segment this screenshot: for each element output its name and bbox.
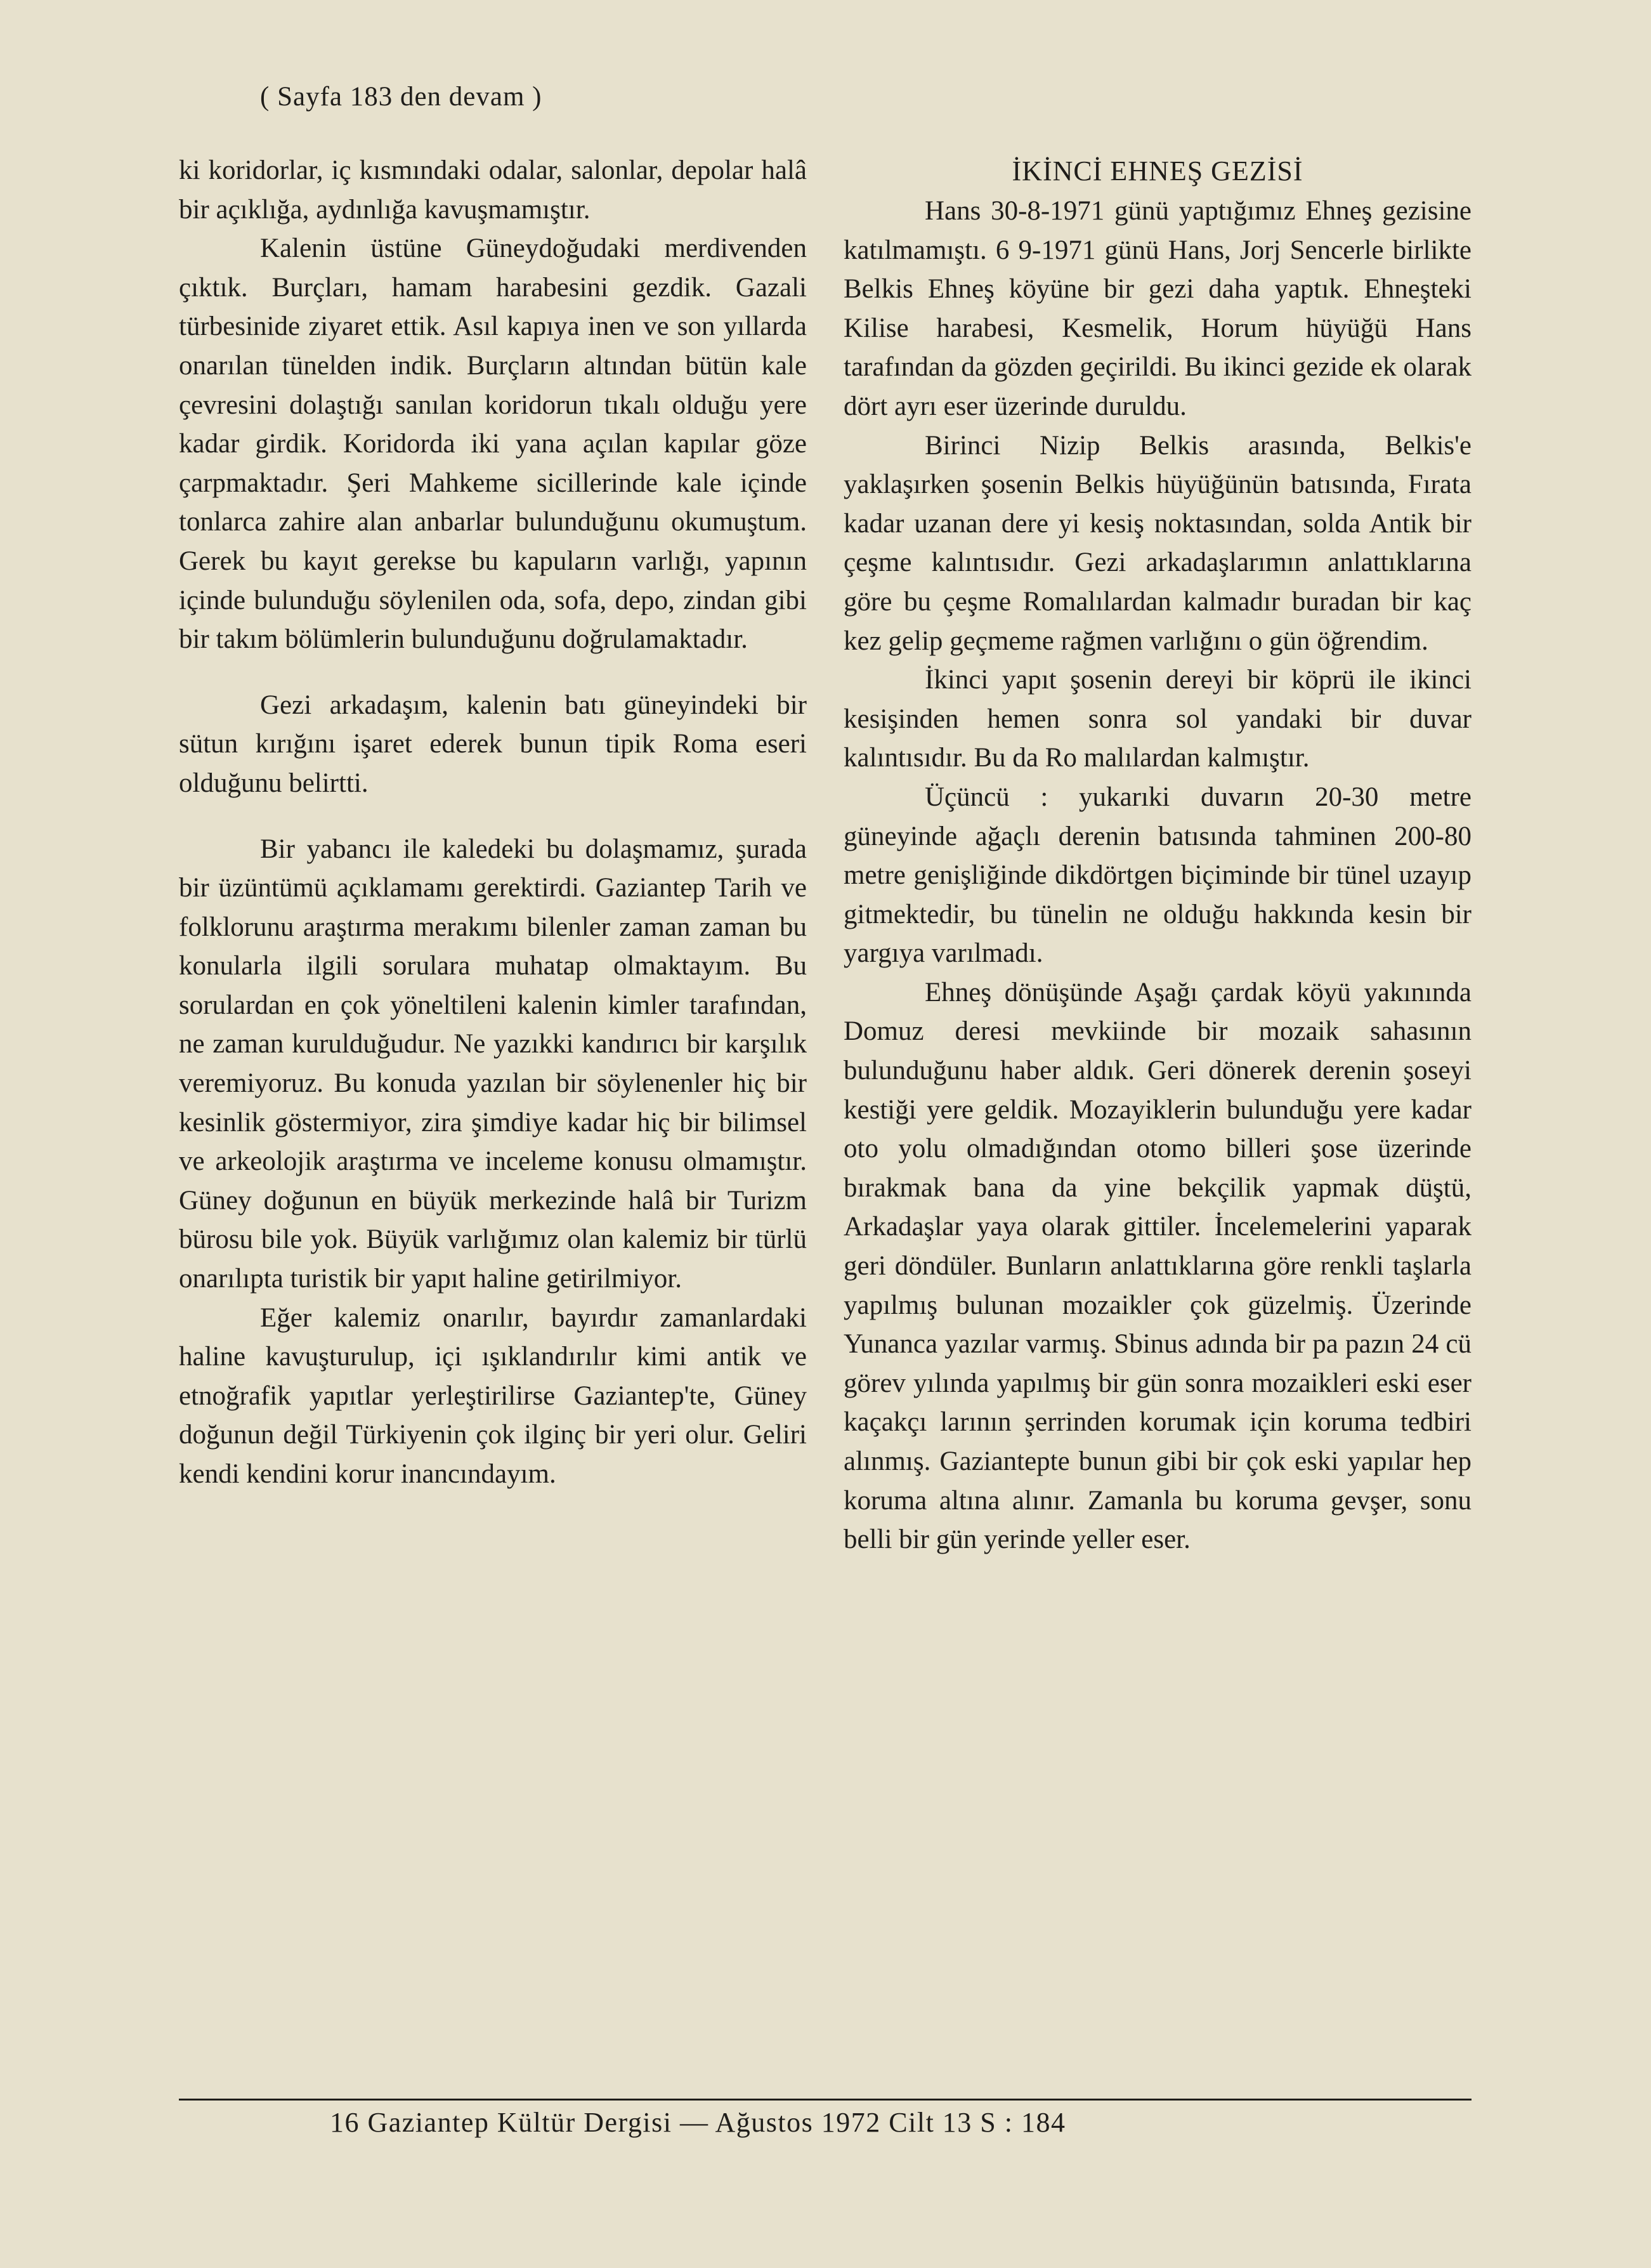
right-paragraph-2: Birinci Nizip Belkis arasında, Belkis'e yaklaşırken şosenin Belkis hüyüğünün batısında, Fırata kadar uzanan dere yi kesiş noktasından, solda Antik bir çeşme kalıntısıdır. Gezi arkadaşlarımın anlattıklarına göre bu çeşme Romalılardan kalmadır buradan bir kaç kez gelip geçmeme rağmen varlığını o gün öğrendim. <box>844 430 1472 656</box>
right-column <box>844 151 1472 1559</box>
left-paragraph-1: ki koridorlar, iç kısmındaki odalar, salonlar, depolar halâ bir açıklığa, aydınlığa kavuşmamıştır. <box>179 155 807 225</box>
right-paragraph-3: İkinci yapıt şosenin dereyi bir köprü ile ikinci kesişinden hemen sonra sol yandaki bir duvar kalıntısıdır. Bu da Ro malılardan kalmıştır. <box>844 665 1472 773</box>
section-heading: İKİNCİ EHNEŞ GEZİSİ <box>1012 155 1303 187</box>
left-column <box>179 151 807 1494</box>
left-paragraph-2: Kalenin üstüne Güneydoğudaki merdivenden çıktık. Burçları, hamam harabesini gezdik. Gazali türbesinide ziyaret ettik. Asıl kapıya inen ve son yıllarda onarılan tünelden indik. Burçların altından bütün kale çevresini dolaştığı sanılan koridorun tıkalı olduğu yere kadar girdik. Koridorda iki yana açılan kapılar göze çarpmaktadır. Şeri Mahkeme sicillerinde kale içinde tonlarca zahire alan anbarlar bulunduğunu okumuştum. Gerek bu kayıt gerekse bu kapuların varlığı, yapının içinde bulunduğu söylenilen oda, sofa, depo, zindan gibi bir takım bölümlerin bulunduğunu doğrulamaktadır. <box>179 233 807 655</box>
continuation-note: ( Sayfa 183 den devam ) <box>260 82 542 112</box>
right-paragraph-5: Ehneş dönüşünde Aşağı çardak köyü yakınında Domuz deresi mevkiinde bir mozaik sahasının bulunduğunu haber aldık. Geri dönerek derenin şoseyi kestiği yere geldik. Mozayiklerin bulunduğu yere kadar oto yolu olmadığından otomo billeri şose üzerinde bırakmak bana da yine bekçilik yapmak düştü, Arkadaşlar yaya olarak gittiler. İncelemelerini yaparak geri döndüler. Bunların anlattıklarına göre renkli taşlarla yapılmış bulunan mozaikler çok güzelmiş. Üzerinde Yunanca yazılar varmış. Sbinus adında bir pa pazın 24 cü görev yılında yapılmış bir gün sonra mozaikleri eski eser kaçakçı larının şerrinden korumak için koruma tedbiri alınmış. Gaziantepte bunun gibi bir çok eski yapılar hep koruma altına alınır. Zamanla bu koruma gevşer, sonu belli bir gün yerinde yeller eser. <box>844 977 1472 1555</box>
page-footer: 16 Gaziantep Kültür Dergisi — Ağustos 1972 Cilt 13 S : 184 <box>330 2107 1066 2138</box>
footer-rule <box>179 2099 1472 2101</box>
right-paragraph-1: Hans 30-8-1971 günü yaptığımız Ehneş gezisine katılmamıştı. 6 9-1971 günü Hans, Jorj Sencerle birlikte Belkis Ehneş köyüne bir gezi daha yaptık. Ehneşteki Kilise harabesi, Kesmelik, Horum hüyüğü Hans tarafından da gözden geçirildi. Bu ikinci gezide ek olarak dört ayrı eser üzerinde duruldu. <box>844 196 1472 421</box>
left-paragraph-4: Bir yabancı ile kaledeki bu dolaşmamız, şurada bir üzüntümü açıklamamı gerektirdi. Gaziantep Tarih ve folklorunu araştırma merakımı bilenler zaman zaman bu konularla ilgili sorulara muhatap olmaktayım. Bu sorulardan en çok yöneltileni kalenin kimler tarafından, ne zaman kurulduğudur. Ne yazıkki kandırıcı bir karşılık veremiyoruz. Bu konuda yazılan bir söylenenler hiç bir kesinlik göstermiyor, zira şimdiye kadar hiç bir bilimsel ve arkeolojik araştırma ve inceleme konusu olmamıştır. Güney doğunun en büyük merkezinde halâ bir Turizm bürosu bile yok. Büyük varlığımız olan kalemiz bir türlü onarılıpta turistik bir yapıt haline getirilmiyor. <box>179 834 807 1294</box>
left-paragraph-5: Eğer kalemiz onarılır, bayırdır zamanlardaki haline kavuşturulup, içi ışıklandırılır kimi antik ve etnoğrafik yapıtlar yerleştirilirse Gaziantep'te, Güney doğunun değil Türkiyenin çok ilginç bir yeri olur. Geliri kendi kendini korur inancındayım. <box>179 1302 807 1489</box>
left-paragraph-3: Gezi arkadaşım, kalenin batı güneyindeki bir sütun kırığını işaret ederek bunun tipik Roma eseri olduğunu belirtti. <box>179 690 807 798</box>
right-paragraph-4: Üçüncü : yukarıki duvarın 20-30 metre güneyinde ağaçlı derenin batısında tahminen 200-80 metre genişliğinde dikdörtgen biçiminde bir tünel uzayıp gitmektedir, bu tünelin ne olduğu hakkında kesin bir yargıya varılmadı. <box>844 782 1472 969</box>
